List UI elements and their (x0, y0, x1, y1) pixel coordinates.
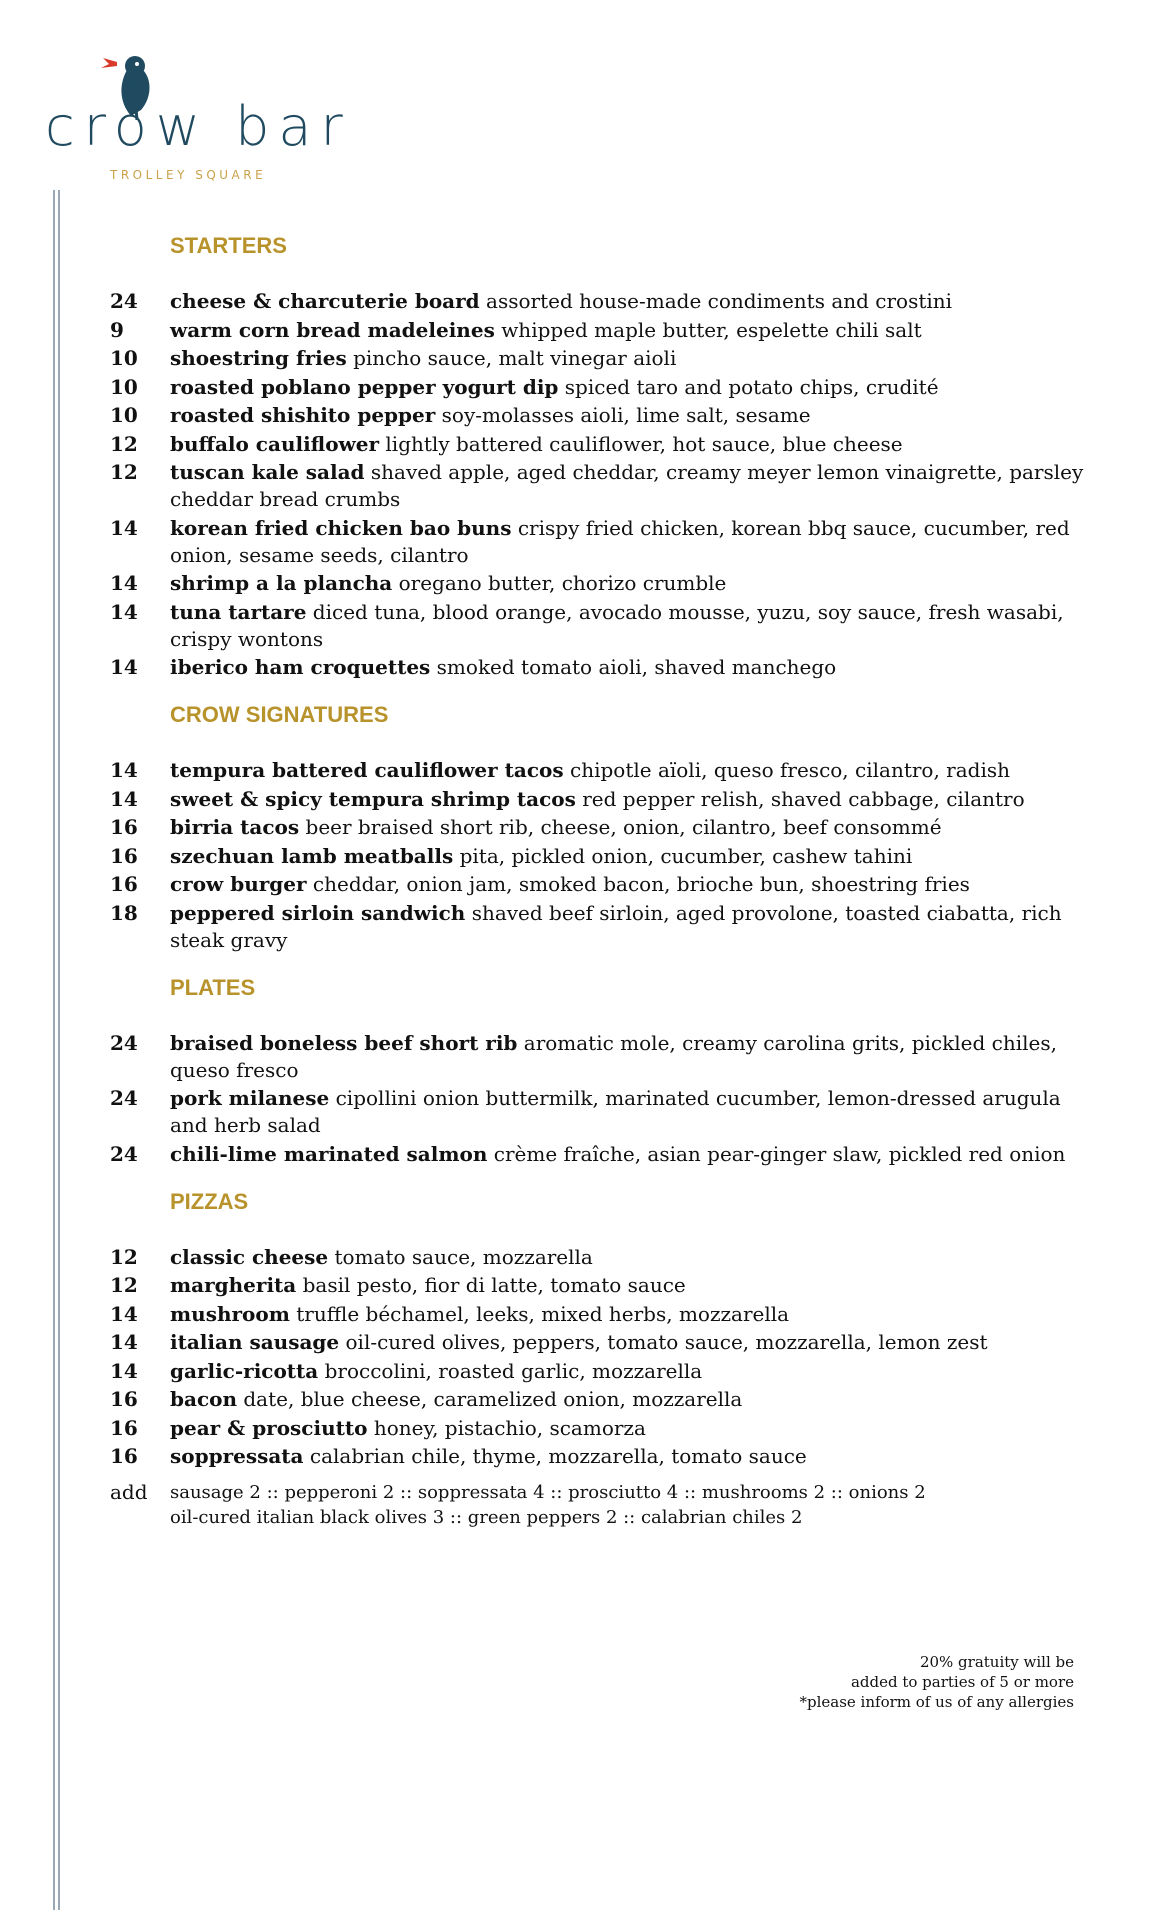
item-description: beer braised short rib, cheese, onion, cilantro, beef consommé (305, 815, 942, 839)
logo (45, 50, 352, 190)
menu-item (110, 402, 1090, 429)
item-description: crispy fried chicken, korean bbq sauce, cucumber, red onion, sesame seeds, cilantro (170, 515, 1070, 567)
brand-name: crow bar (45, 95, 352, 158)
item-name: szechuan lamb meatballs (170, 843, 454, 868)
item-name: pear & prosciutto (170, 1415, 368, 1440)
left-border-line-inner (58, 190, 60, 1910)
item-price: 14 (110, 571, 138, 595)
menu-item (110, 814, 1090, 841)
item-name: shrimp a la plancha (170, 571, 393, 595)
item-name: mushroom (170, 1301, 290, 1326)
item-name: roasted shishito pepper (170, 403, 436, 427)
item-name: tuscan kale salad (170, 460, 365, 484)
menu-item (110, 515, 1090, 569)
item-text (170, 871, 1090, 898)
item-price: 10 (110, 374, 138, 399)
item-price: 24 (110, 289, 138, 313)
menu-section-plates (110, 974, 1090, 1168)
item-name: warm corn bread madeleines (170, 317, 495, 342)
item-price: 16 (110, 815, 138, 839)
item-description: tomato sauce, mozzarella (334, 1244, 593, 1269)
item-price: 14 (110, 1301, 138, 1326)
menu-item (110, 1030, 1090, 1084)
footer-notes (800, 1652, 1075, 1712)
menu-item (110, 1244, 1090, 1271)
menu-section-starters (110, 232, 1090, 681)
item-name: margherita (170, 1273, 297, 1297)
item-price: 14 (110, 655, 138, 679)
item-description: broccolini, roasted garlic, mozzarella (324, 1358, 703, 1383)
item-description: pincho sauce, malt vinegar aioli (353, 346, 677, 370)
item-price: 16 (110, 872, 138, 896)
item-name: bacon (170, 1387, 238, 1411)
item-description: soy-molasses aioli, lime salt, sesame (441, 403, 811, 427)
item-price: 12 (110, 1273, 138, 1297)
item-name: sweet & spicy tempura shrimp tacos (170, 786, 576, 811)
item-text (170, 599, 1090, 653)
menu-item (110, 1272, 1090, 1299)
section-title: CROW SIGNATURES (170, 702, 389, 727)
menu-content (110, 232, 1090, 1550)
menu-item (110, 1358, 1090, 1385)
item-name: iberico ham croquettes (170, 655, 431, 679)
menu-item (110, 757, 1090, 784)
item-name: peppered sirloin sandwich (170, 900, 466, 925)
menu-item (110, 317, 1090, 344)
item-price: 12 (110, 431, 138, 456)
item-name: shoestring fries (170, 346, 347, 370)
item-price: 14 (110, 599, 138, 624)
menu-item (110, 345, 1090, 372)
item-description: spiced taro and potato chips, crudité (564, 374, 939, 399)
pizza-addons (110, 1480, 1090, 1530)
item-price: 16 (110, 1415, 138, 1440)
item-text (170, 900, 1090, 954)
item-text (170, 843, 1090, 870)
item-price: 14 (110, 1330, 138, 1354)
item-text (170, 570, 1090, 597)
item-description: whipped maple butter, espelette chili salt (501, 317, 922, 342)
item-text (170, 654, 1090, 681)
menu-item (110, 1386, 1090, 1413)
item-price: 14 (110, 786, 138, 811)
item-text (170, 288, 1090, 315)
item-description: oregano butter, chorizo crumble (398, 571, 727, 595)
item-name: chili-lime marinated salmon (170, 1141, 488, 1166)
item-text (170, 402, 1090, 429)
item-description: date, blue cheese, caramelized onion, mozzarella (243, 1387, 743, 1411)
item-text (170, 814, 1090, 841)
item-description: shaved apple, aged cheddar, creamy meyer lemon vinaigrette, parsley cheddar bread crumbs (170, 460, 1084, 511)
item-text (170, 459, 1090, 513)
item-description: chipotle aïoli, queso fresco, cilantro, radish (570, 758, 1010, 782)
menu-item (110, 599, 1090, 653)
note-line: added to parties of 5 or more (850, 1673, 1074, 1691)
menu-item (110, 871, 1090, 898)
item-name: pork milanese (170, 1086, 330, 1110)
menu-item (110, 1443, 1090, 1470)
item-text (170, 1358, 1090, 1385)
menu-section-pizzas (110, 1188, 1090, 1531)
item-description: cheddar, onion jam, smoked bacon, brioche bun, shoestring fries (312, 872, 970, 896)
menu-item (110, 431, 1090, 458)
item-name: roasted poblano pepper yogurt dip (170, 374, 559, 399)
item-name: buffalo cauliflower (170, 431, 380, 456)
item-text (170, 431, 1090, 458)
menu-item (110, 843, 1090, 870)
item-name: birria tacos (170, 815, 300, 839)
item-description: calabrian chile, thyme, mozzarella, tomato sauce (309, 1444, 807, 1468)
item-text (170, 1085, 1090, 1139)
item-text (170, 1329, 1090, 1356)
item-price: 24 (110, 1141, 138, 1166)
item-price: 16 (110, 1444, 138, 1468)
item-description: diced tuna, blood orange, avocado mousse, yuzu, soy sauce, fresh wasabi, crispy wontons (170, 599, 1064, 651)
note-line: 20% gratuity will be (919, 1653, 1074, 1671)
item-text (170, 1443, 1090, 1470)
item-description: cipollini onion buttermilk, marinated cucumber, lemon-dressed arugula and herb salad (170, 1086, 1061, 1137)
item-text (170, 1030, 1090, 1084)
menu-item (110, 1329, 1090, 1356)
item-text (170, 1415, 1090, 1442)
item-name: tuna tartare (170, 599, 307, 624)
item-price: 9 (110, 317, 124, 342)
menu-item (110, 1141, 1090, 1168)
item-text (170, 345, 1090, 372)
item-description: assorted house-made condiments and crostini (486, 289, 953, 313)
item-name: garlic-ricotta (170, 1358, 319, 1383)
menu-item (110, 900, 1090, 954)
item-description: truffle béchamel, leeks, mixed herbs, mozzarella (296, 1301, 790, 1326)
item-name: korean fried chicken bao buns (170, 515, 512, 540)
item-price: 10 (110, 346, 138, 370)
item-text (170, 1386, 1090, 1413)
item-price: 14 (110, 1358, 138, 1383)
item-text (170, 786, 1090, 813)
item-name: braised boneless beef short rib (170, 1030, 518, 1055)
item-description: honey, pistachio, scamorza (373, 1415, 646, 1440)
item-name: tempura battered cauliflower tacos (170, 758, 564, 782)
item-price: 14 (110, 758, 138, 782)
menu-item (110, 374, 1090, 401)
item-description: oil-cured olives, peppers, tomato sauce, mozzarella, lemon zest (345, 1330, 988, 1354)
item-description: basil pesto, fior di latte, tomato sauce (302, 1273, 686, 1297)
item-name: soppressata (170, 1444, 304, 1468)
brand-location: TROLLEY SQUARE (110, 168, 267, 182)
menu-item (110, 786, 1090, 813)
section-title: STARTERS (170, 233, 287, 258)
item-name: classic cheese (170, 1244, 329, 1269)
item-text (170, 1301, 1090, 1328)
section-title: PIZZAS (170, 1188, 249, 1214)
note-line: *please inform of us of any allergies (799, 1693, 1074, 1711)
menu-item (110, 288, 1090, 315)
item-name: italian sausage (170, 1330, 340, 1354)
item-price: 12 (110, 460, 138, 484)
addons-line: oil-cured italian black olives 3 :: green peppers 2 :: calabrian chiles 2 (170, 1507, 803, 1528)
addons-line: sausage 2 :: pepperoni 2 :: soppressata 4 :: prosciutto 4 :: mushrooms 2 :: onions 2 (170, 1482, 926, 1503)
item-price: 18 (110, 900, 138, 925)
item-price: 16 (110, 843, 138, 868)
item-name: cheese & charcuterie board (170, 289, 480, 313)
item-description: aromatic mole, creamy carolina grits, pickled chiles, queso fresco (170, 1030, 1057, 1082)
item-price: 10 (110, 403, 138, 427)
item-text (170, 1244, 1090, 1271)
item-price: 12 (110, 1244, 138, 1269)
left-border-line (53, 190, 55, 1910)
item-text (170, 374, 1090, 401)
item-text (170, 1272, 1090, 1299)
addons-lines (170, 1480, 926, 1530)
item-price: 24 (110, 1086, 138, 1110)
section-title: PLATES (170, 974, 256, 1000)
menu-item (110, 654, 1090, 681)
item-price: 14 (110, 515, 138, 540)
item-price: 16 (110, 1387, 138, 1411)
menu-item (110, 1415, 1090, 1442)
item-description: red pepper relish, shaved cabbage, cilantro (582, 786, 1025, 811)
item-text (170, 1141, 1090, 1168)
menu-section-crow-signatures (110, 701, 1090, 954)
item-description: lightly battered cauliflower, hot sauce, blue cheese (385, 431, 903, 456)
item-text (170, 317, 1090, 344)
menu-item (110, 459, 1090, 513)
item-description: shaved beef sirloin, aged provolone, toasted ciabatta, rich steak gravy (170, 900, 1062, 952)
item-price: 24 (110, 1030, 138, 1055)
menu-item (110, 570, 1090, 597)
addons-label: add (110, 1480, 148, 1504)
item-text (170, 515, 1090, 569)
item-description: pita, pickled onion, cucumber, cashew tahini (459, 843, 913, 868)
menu-item (110, 1085, 1090, 1139)
item-text (170, 757, 1090, 784)
menu-item (110, 1301, 1090, 1328)
item-description: smoked tomato aioli, shaved manchego (436, 655, 837, 679)
item-description: crème fraîche, asian pear-ginger slaw, pickled red onion (493, 1141, 1066, 1166)
item-name: crow burger (170, 872, 307, 896)
